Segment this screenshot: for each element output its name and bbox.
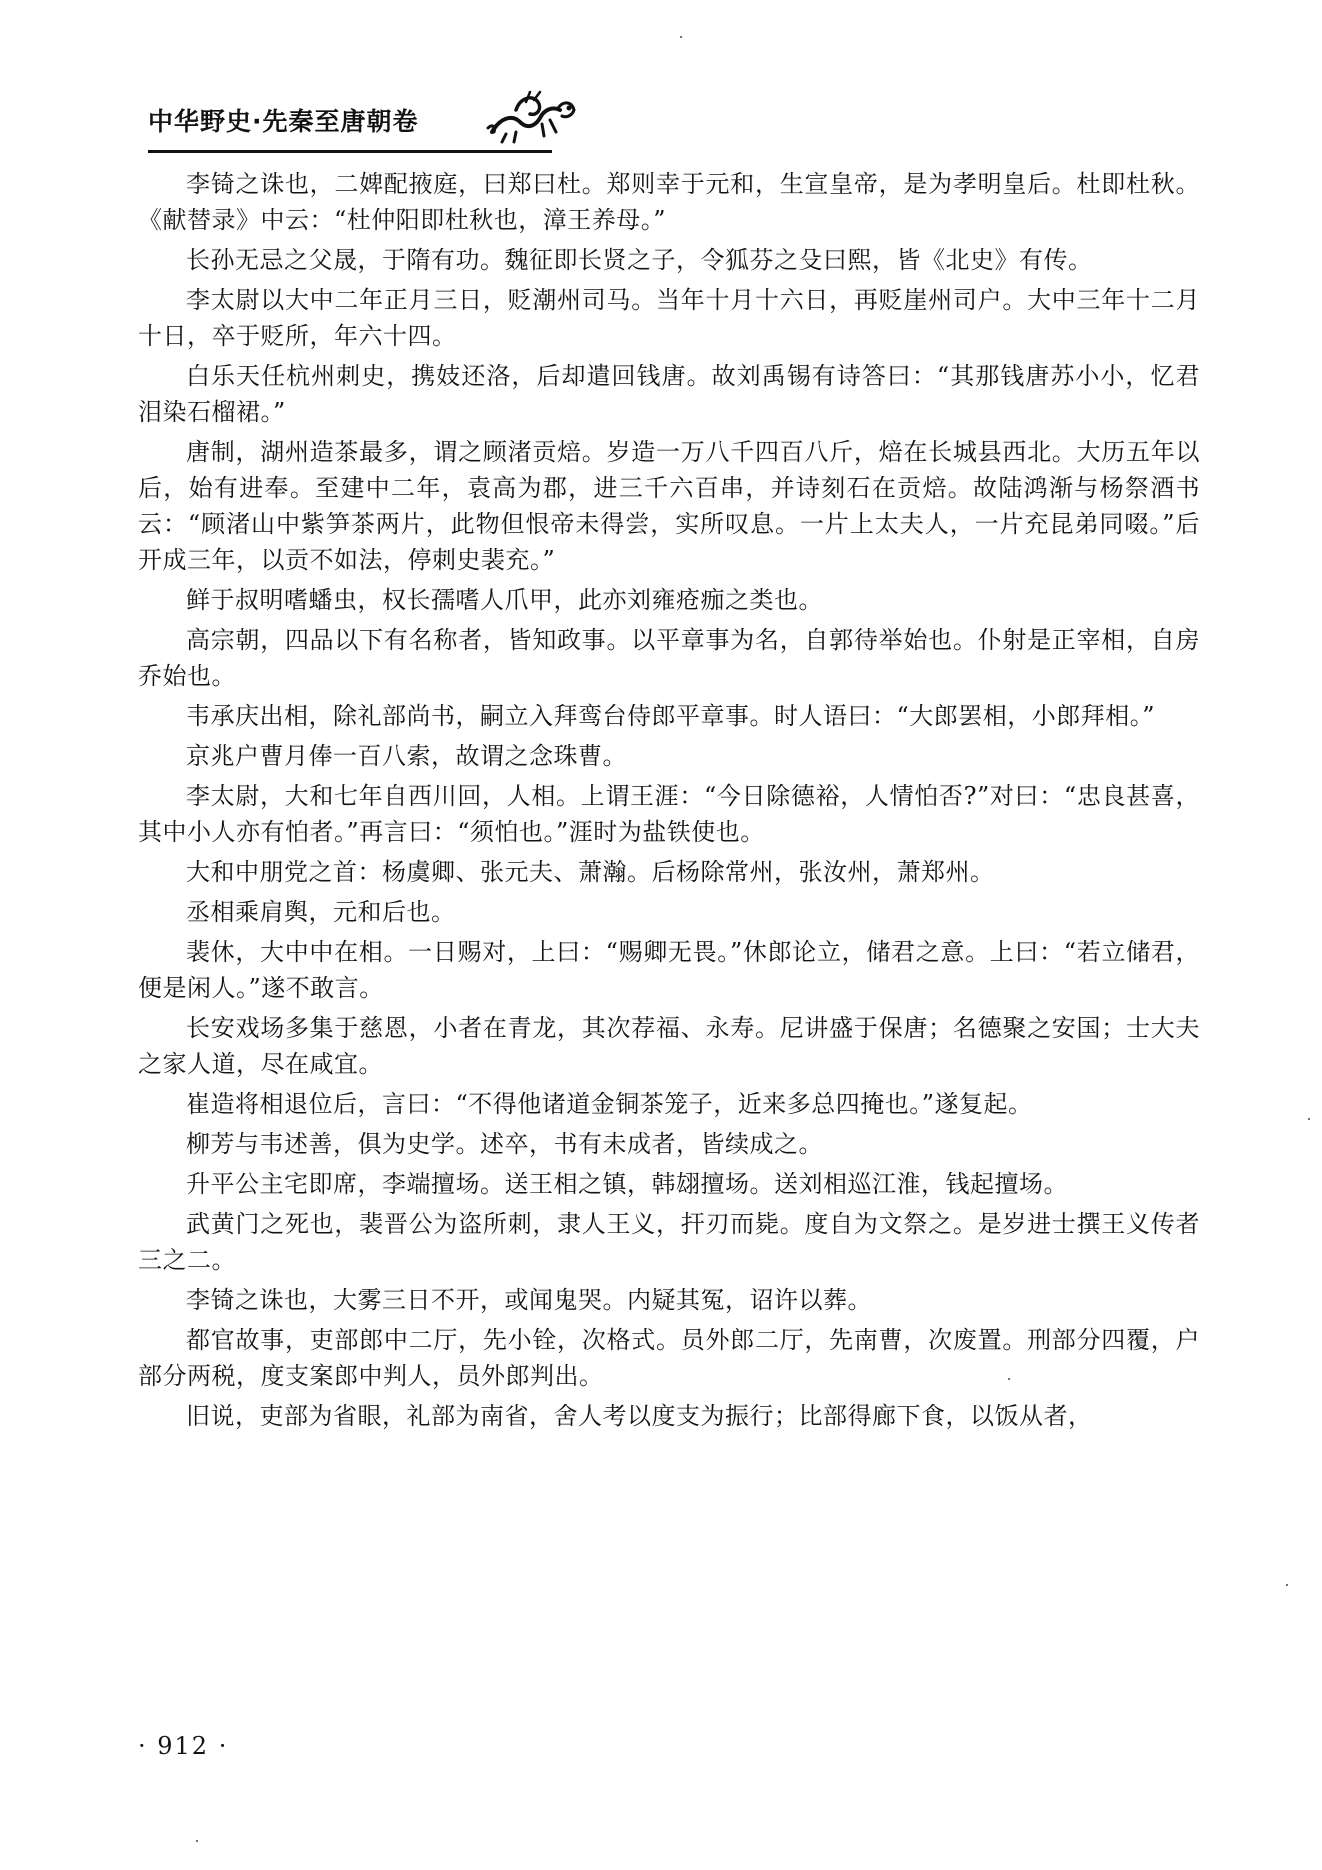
paragraph: 李锜之诛也，二婢配掖庭，曰郑曰杜。郑则幸于元和，生宣皇帝，是为孝明皇后。杜即杜秋。《献替录》中云：“杜仲阳即杜秋也，漳王养母。” xyxy=(138,170,1200,234)
running-header xyxy=(148,88,568,158)
paragraph: 丞相乘肩舆，元和后也。 xyxy=(186,898,456,926)
page-body xyxy=(138,166,1200,1438)
paragraph: 唐制，湖州造茶最多，谓之顾渚贡焙。岁造一万八千四百八斤，焙在长城县西北。大历五年以后，始有进奉。至建中二年，袁高为郡，进三千六百串，并诗刻石在贡焙。故陆鸿渐与杨祭酒书云：“顾渚山中紫笋茶两片，此物但恨帝未得尝，实所叹息。一片上太夫人，一片充昆弟同啜。”后开成三年，以贡不如法，停刺史裴充。” xyxy=(138,438,1200,574)
paragraph: 升平公主宅即席，李端擅场。送王相之镇，韩翃擅场。送刘相巡江淮，钱起擅场。 xyxy=(186,1170,1068,1198)
paragraph: 高宗朝，四品以下有名称者，皆知政事。以平章事为名，自郭待举始也。仆射是正宰相，自房乔始也。 xyxy=(138,626,1200,690)
scan-speck xyxy=(1308,1118,1310,1120)
scan-speck xyxy=(680,36,682,38)
paragraph: 旧说，吏部为省眼，礼部为南省，舍人考以度支为振行；比部得廊下食，以饭从者， xyxy=(186,1402,1093,1430)
paragraph: 白乐天任杭州刺史，携妓还洛，后却遣回钱唐。故刘禹锡有诗答曰：“其那钱唐苏小小，忆君泪染石榴裙。” xyxy=(138,362,1200,426)
paragraph: 韦承庆出相，除礼部尚书，嗣立入拜鸾台侍郎平章事。时人语曰：“大郎罢相，小郎拜相。” xyxy=(186,702,1156,730)
scan-speck xyxy=(1286,1584,1288,1586)
header-rule xyxy=(148,150,552,153)
scan-speck xyxy=(196,1840,198,1842)
paragraph: 都官故事，吏部郎中二厅，先小铨，次格式。员外郎二厅，先南曹，次废置。刑部分四覆，户部分两税，度支案郎中判人，员外郎判出。 xyxy=(138,1326,1200,1390)
paragraph: 李锜之诛也，大雾三日不开，或闻鬼哭。内疑其冤，诏许以葬。 xyxy=(186,1286,872,1314)
paragraph: 崔造将相退位后，言曰：“不得他诸道金铜茶笼子，近来多总四掩也。”遂复起。 xyxy=(186,1090,1033,1118)
paragraph: 武黄门之死也，裴晋公为盗所刺，隶人王义，扞刃而毙。度自为文祭之。是岁进士撰王义传者三之二。 xyxy=(138,1210,1200,1274)
paragraph: 长安戏场多集于慈恩，小者在青龙，其次荐福、永寿。尼讲盛于保唐；名德聚之安国；士大夫之家人道，尽在咸宜。 xyxy=(138,1014,1200,1078)
paragraph: 裴休，大中中在相。一日赐对，上曰：“赐卿无畏。”休郎论立，储君之意。上曰：“若立储君，便是闲人。”遂不敢言。 xyxy=(138,938,1200,1002)
paragraph: 柳芳与韦述善，俱为史学。述卒，书有未成者，皆续成之。 xyxy=(186,1130,823,1158)
paragraph: 京兆户曹月俸一百八索，故谓之念珠曹。 xyxy=(186,742,627,770)
scan-speck xyxy=(1008,1378,1010,1380)
paragraph: 李太尉，大和七年自西川回，人相。上谓王涯：“今日除德裕，人情怕否?”对曰：“忠良甚喜，其中小人亦有怕者。”再言曰：“须怕也。”涯时为盐铁使也。 xyxy=(138,782,1200,846)
paragraph: 鲜于叔明嗜蟠虫，权长孺嗜人爪甲，此亦刘雍疮痂之类也。 xyxy=(186,586,823,614)
paragraph: 长孙无忌之父晟，于隋有功。魏征即长贤之子，令狐芬之殳曰熙，皆《北史》有传。 xyxy=(186,246,1093,274)
paragraph: 大和中朋党之首：杨虞卿、张元夫、萧瀚。后杨除常州，张汝州，萧郑州。 xyxy=(186,858,995,886)
book-title: 中华野史·先秦至唐朝卷 xyxy=(148,107,419,136)
paragraph: 李太尉以大中二年正月三日，贬潮州司马。当年十月十六日，再贬崖州司户。大中三年十二月十日，卒于贬所，年六十四。 xyxy=(138,286,1200,350)
page-number: · 912 · xyxy=(138,1732,229,1760)
dragon-emblem-icon xyxy=(486,88,578,146)
